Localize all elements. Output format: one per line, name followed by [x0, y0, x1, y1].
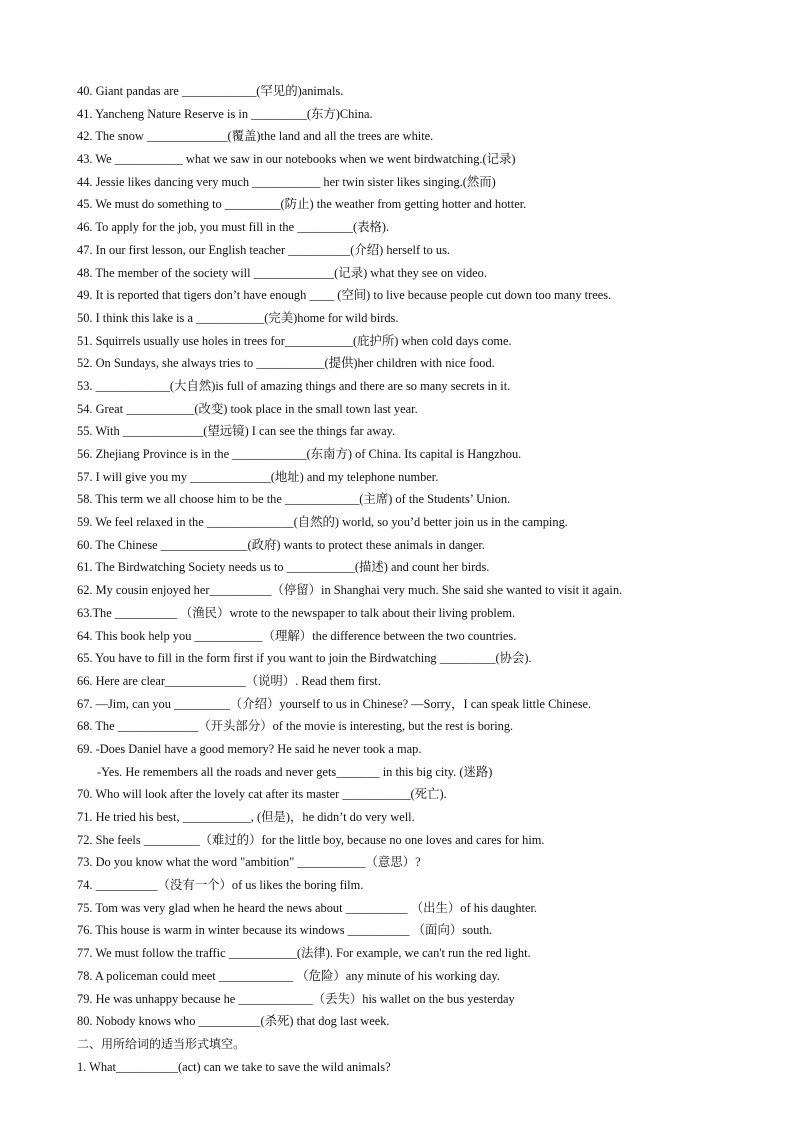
exercise-item-45: 45. We must do something to _________(防止) the weather from getting hotter and hotter. — [77, 197, 527, 212]
exercise-item-48: 48. The member of the society will _____________(记录) what they see on video. — [77, 265, 487, 280]
exercise-item-46: 46. To apply for the job, you must fill in the _________(表格). — [77, 220, 390, 235]
exercise-item-61: 61. The Birdwatching Society needs us to ___________(描述) and count her birds. — [77, 560, 490, 575]
exercise-item-70: 70. Who will look after the lovely cat after its master ___________(死亡). — [77, 787, 447, 802]
exercise-item-65: 65. You have to fill in the form first if you want to join the Birdwatching _________(协会). — [77, 651, 532, 666]
exercise-item-51: 51. Squirrels usually use holes in trees for___________(庇护所) when cold days come. — [77, 333, 512, 348]
exercise-item-59: 59. We feel relaxed in the ______________(自然的) world, so you’d better join us in the camping. — [77, 515, 568, 530]
exercise-list — [77, 80, 767, 1078]
exercise-item-60: 60. The Chinese ______________(政府) wants to protect these animals in danger. — [77, 537, 485, 552]
exercise-item-75: 75. Tom was very glad when he heard the news about __________ （出生）of his daughter. — [77, 900, 538, 915]
exercise-item-80: 80. Nobody knows who __________(杀死) that dog last week. — [77, 1014, 390, 1029]
exercise-item-58: 58. This term we all choose him to be the ____________(主席) of the Students’ Union. — [77, 492, 511, 507]
exercise-item-66: 66. Here are clear_____________（说明）. Read them first. — [77, 673, 381, 688]
exercise-item-73: 73. Do you know what the word "ambition" ___________（意思）? — [77, 855, 421, 870]
exercise-item-53: 53. ____________(大自然)is full of amazing things and there are so many secrets in it. — [77, 378, 511, 393]
exercise-item-71: 71. He tried his best, ___________, (但是)，he didn’t do very well. — [77, 810, 415, 824]
exercise-item-62: 62. My cousin enjoyed her__________（停留）in Shanghai very much. She said she wanted to visit it again. — [77, 583, 623, 598]
exercise-item-74: 74. __________（没有一个）of us likes the boring film. — [77, 878, 364, 893]
exercise-item-43: 43. We ___________ what we saw in our notebooks when we went birdwatching.(记录) — [77, 152, 516, 167]
exercise-item-72: 72. She feels _________（难过的）for the little boy, because no one loves and cares for him. — [77, 832, 545, 847]
exercise-item-77: 77. We must follow the traffic ___________(法律). For example, we can't run the red light. — [77, 946, 531, 961]
exercise-item-s2-1: 1. What__________(act) can we take to save the wild animals? — [77, 1059, 391, 1074]
exercise-item-63: 63.The __________ （渔民）wrote to the newspaper to talk about their living problem. — [77, 605, 516, 620]
exercise-item-78: 78. A policeman could meet ____________ （危险）any minute of his working day. — [77, 968, 500, 983]
exercise-item-49: 49. It is reported that tigers don’t have enough ____ (空间) to live because people cut down too many trees. — [77, 288, 612, 303]
section-heading: 二、用所给词的适当形式填空。 — [77, 1036, 246, 1051]
exercise-item-54: 54. Great ___________(改变) took place in the small town last year. — [77, 401, 418, 416]
exercise-item-64: 64. This book help you ___________（理解）the difference between the two countries. — [77, 628, 517, 643]
exercise-item-50: 50. I think this lake is a ___________(完美)home for wild birds. — [77, 310, 399, 325]
exercise-item-42: 42. The snow _____________(覆盖)the land and all the trees are white. — [77, 129, 434, 144]
exercise-item-57: 57. I will give you my _____________(地址) and my telephone number. — [77, 469, 439, 484]
exercise-item-69-answer: -Yes. He remembers all the roads and never gets_______ in this big city. (迷路) — [97, 764, 493, 779]
exercise-item-44: 44. Jessie likes dancing very much ___________ her twin sister likes singing.(然而) — [77, 174, 496, 189]
exercise-item-40: 40. Giant pandas are ____________(罕见的)animals. — [77, 84, 344, 98]
exercise-item-67: 67. —Jim, can you _________（介绍）yourself to us in Chinese? —Sorry，I can speak little Chinese. — [77, 696, 592, 711]
exercise-item-55: 55. With _____________(望远镜) I can see the things far away. — [77, 424, 396, 439]
exercise-item-69: 69. -Does Daniel have a good memory? He said he never took a map. — [77, 741, 422, 756]
exercise-item-41: 41. Yancheng Nature Reserve is in _________(东方)China. — [77, 106, 373, 121]
exercise-item-47: 47. In our first lesson, our English teacher __________(介绍) herself to us. — [77, 242, 451, 257]
exercise-item-76: 76. This house is warm in winter because its windows __________ （面向）south. — [77, 923, 493, 938]
exercise-item-56: 56. Zhejiang Province is in the ____________(东南方) of China. Its capital is Hangzhou. — [77, 447, 522, 461]
exercise-item-68: 68. The _____________（开头部分）of the movie is interesting, but the rest is boring. — [77, 719, 514, 734]
exercise-item-52: 52. On Sundays, she always tries to ___________(提供)her children with nice food. — [77, 356, 495, 371]
exercise-item-79: 79. He was unhappy because he ____________（丢失）his wallet on the bus yesterday — [77, 991, 515, 1006]
